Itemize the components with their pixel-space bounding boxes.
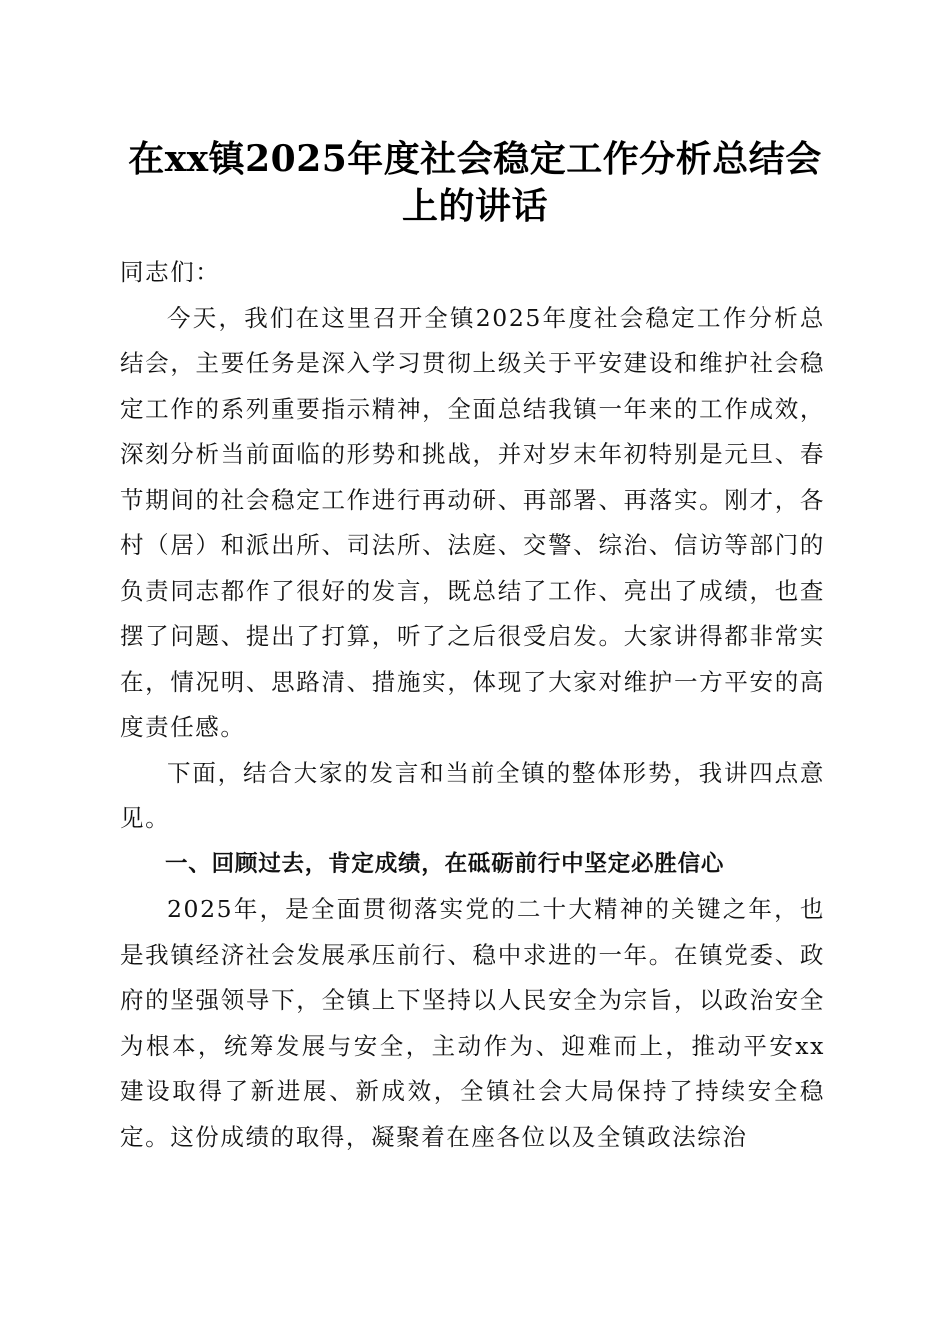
document-title: 在xx镇2025年度社会稳定工作分析总结会上的讲话 — [128, 138, 822, 227]
salutation: 同志们： — [120, 258, 221, 286]
paragraph-outline: 下面，结合大家的发言和当前全镇的整体形势，我讲四点意见。 — [120, 758, 825, 832]
paragraph-section-1: 2025年，是全面贯彻落实党的二十大精神的关键之年，也是我镇经济社会发展承压前行、稳中求进的一年。在镇党委、政府的坚强领导下，全镇上下坚持以人民安全为宗旨，以政治安全为根本，统筹发展与安全，主动作为、迎难而上，推动平安xx建设取得了新进展、新成效，全镇社会大局保持了持续安全稳定。这份成绩的取得，凝聚着在座各位以及全镇政法综治 — [120, 895, 825, 1151]
section-heading-1: 一、回顾过去，肯定成绩，在砥砺前行中坚定必胜信心 — [165, 850, 725, 877]
paragraph-intro: 今天，我们在这里召开全镇2025年度社会稳定工作分析总结会，主要任务是深入学习贯彻上级关于平安建设和维护社会稳定工作的系列重要指示精神，全面总结我镇一年来的工作成效，深刻分析当前面临的形势和挑战，并对岁末年初特别是元旦、春节期间的社会稳定工作进行再动研、再部署、再落实。刚才，各村（居）和派出所、司法所、法庭、交警、综治、信访等部门的负责同志都作了很好的发言，既总结了工作、亮出了成绩，也查摆了问题、提出了打算，听了之后很受启发。大家讲得都非常实在，情况明、思路清、措施实，体现了大家对维护一方平安的高度责任感。 — [120, 303, 825, 741]
document-body — [120, 250, 825, 1160]
